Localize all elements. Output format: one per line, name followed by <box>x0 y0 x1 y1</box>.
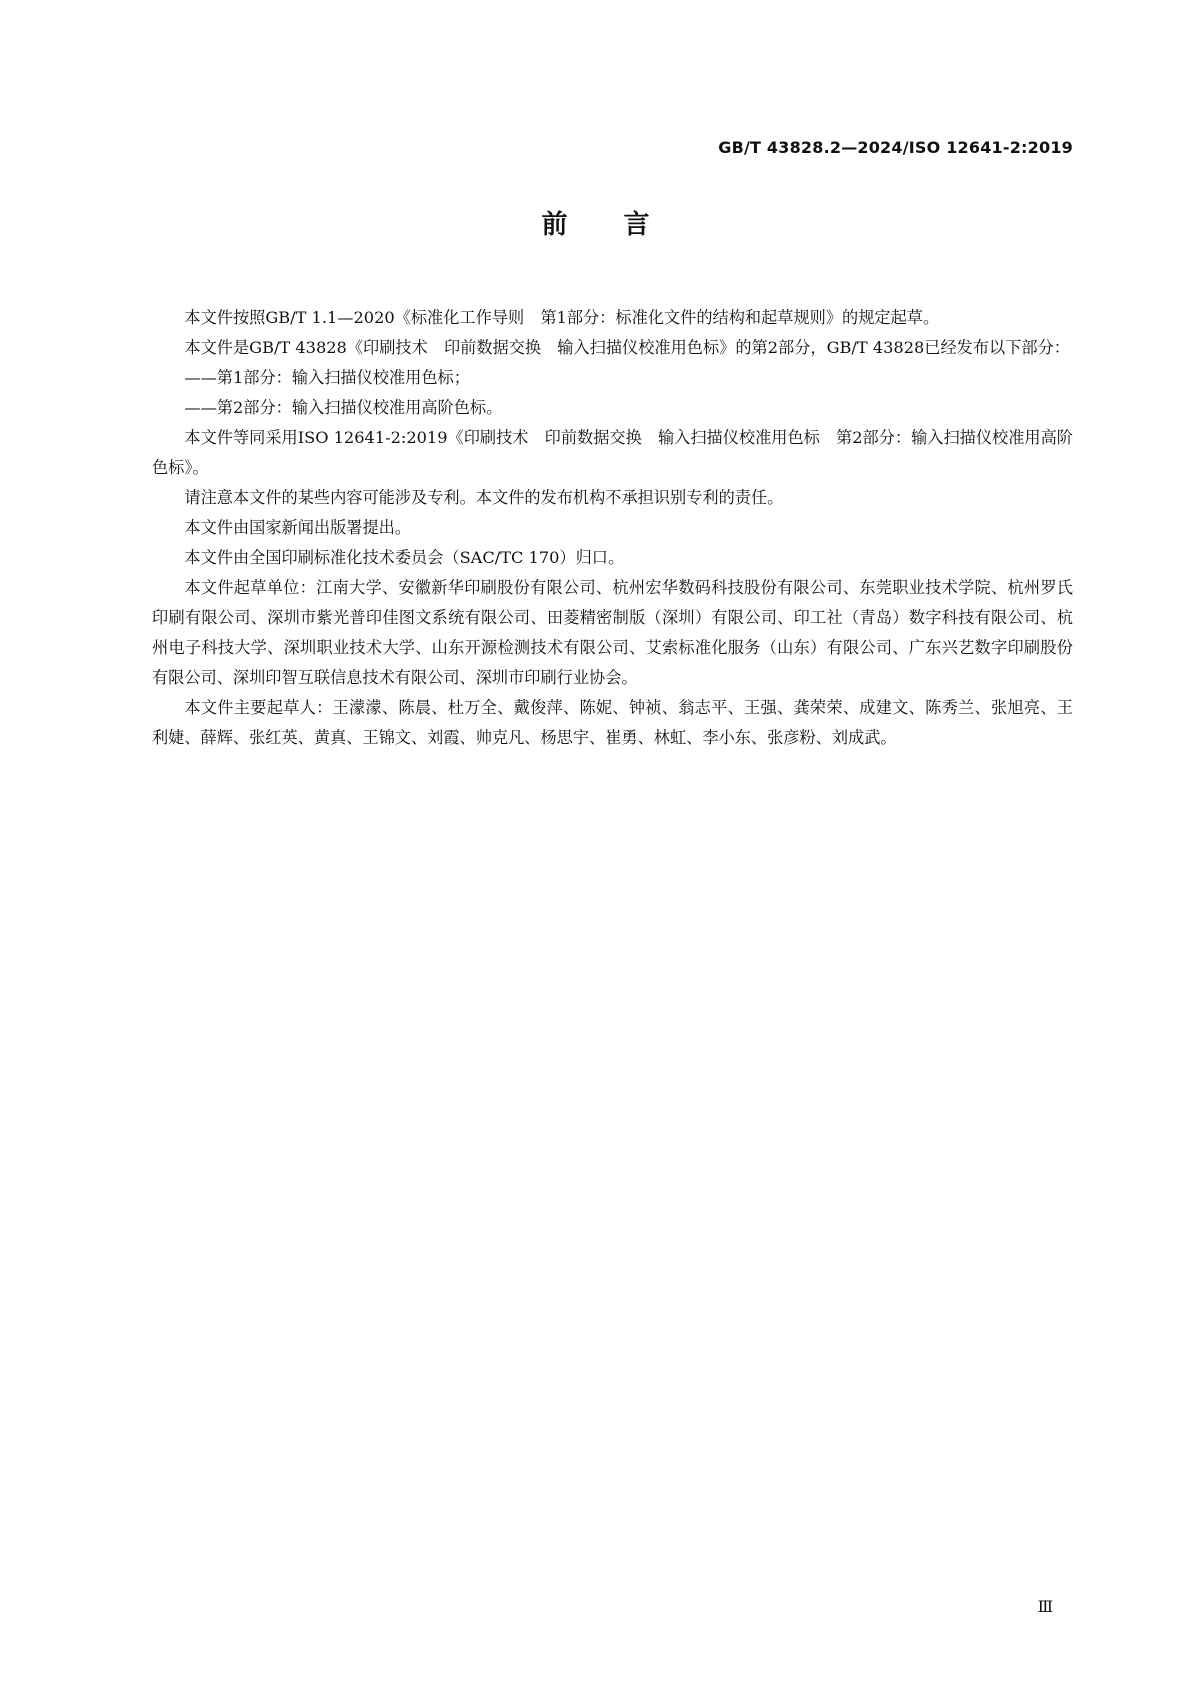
paragraph-responsible-committee: 本文件由全国印刷标准化技术委员会（SAC/TC 170）归口。 <box>184 548 625 567</box>
foreword-body <box>152 303 1073 753</box>
section-title: 前言 <box>541 210 706 240</box>
paragraph-drafting-rules: 本文件按照GB/T 1.1—2020《标准化工作导则 第1部分：标准化文件的结构和起草规则》的规定起草。 <box>184 308 940 327</box>
paragraph-patent-notice: 请注意本文件的某些内容可能涉及专利。本文件的发布机构不承担识别专利的责任。 <box>184 488 784 507</box>
paragraph-drafting-units: 本文件起草单位：江南大学、安徽新华印刷股份有限公司、杭州宏华数码科技股份有限公司、东莞职业技术学院、杭州罗氏印刷有限公司、深圳市紫光普印佳图文系统有限公司、田菱精密制版（深圳）有限公司、印工社（青岛）数字科技有限公司、杭州电子科技大学、深圳职业技术大学、山东开源检测技术有限公司、艾索标准化服务（山东）有限公司、广东兴艺数字印刷股份有限公司、深圳印智互联信息技术有限公司、深圳市印刷行业协会。 <box>152 578 1073 687</box>
standard-number-header: GB/T 43828.2—2024/ISO 12641-2:2019 <box>718 138 1073 157</box>
paragraph-series-intro: 本文件是GB/T 43828《印刷技术 印前数据交换 输入扫描仪校准用色标》的第2部分，GB/T 43828已经发布以下部分： <box>184 338 1070 357</box>
page-number: Ⅲ <box>1037 1597 1053 1616</box>
paragraph-drafters: 本文件主要起草人：王濛濛、陈晨、杜万全、戴俊萍、陈妮、钟祯、翁志平、王强、龚荣荣、成建文、陈秀兰、张旭亮、王利婕、薛辉、张红英、黄真、王锦文、刘霞、帅克凡、杨思宇、崔勇、林虹、李小东、张彦粉、刘成武。 <box>152 698 1073 747</box>
paragraph-iso-adoption: 本文件等同采用ISO 12641-2:2019《印刷技术 印前数据交换 输入扫描仪校准用色标 第2部分：输入扫描仪校准用高阶色标》。 <box>152 428 1073 477</box>
list-item-part-1: ——第1部分：输入扫描仪校准用色标； <box>184 368 470 387</box>
list-item-part-2: ——第2部分：输入扫描仪校准用高阶色标。 <box>184 398 503 417</box>
paragraph-proposed-by: 本文件由国家新闻出版署提出。 <box>184 518 412 537</box>
